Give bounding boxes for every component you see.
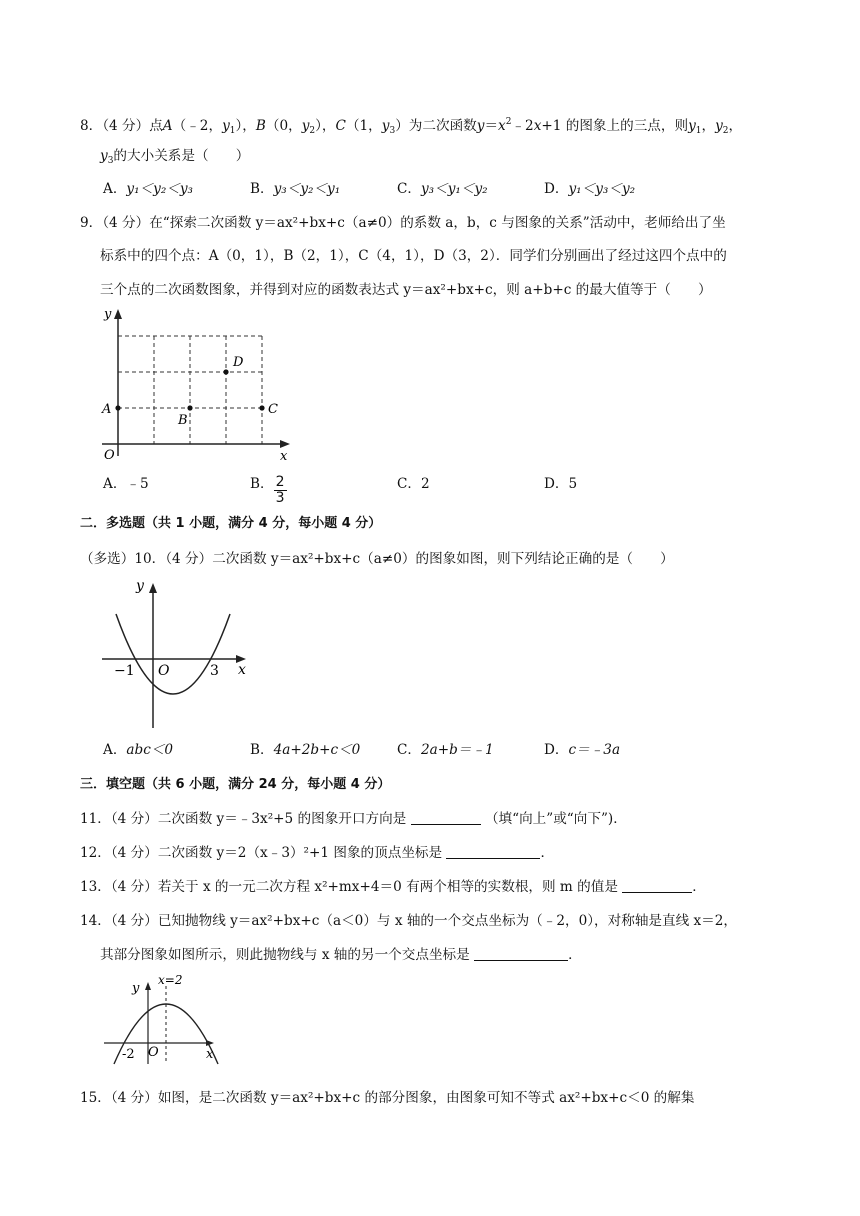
option-label: D．: [544, 181, 569, 197]
x-axis-label: x: [238, 662, 246, 678]
q8-text: ＝: [484, 118, 499, 134]
option-label: C．: [397, 476, 421, 492]
option-label: C．: [397, 742, 421, 758]
q13-text: ．: [692, 879, 706, 895]
q8-text: y: [715, 118, 723, 134]
q11-text: 11．（4 分）二次函数 y＝﹣3x²+5 的图象开口方向是: [80, 811, 407, 827]
q8-line1: [80, 112, 742, 141]
q11-answer-blank[interactable]: [411, 810, 481, 825]
option-text: 5: [568, 476, 578, 492]
option-text: abc＜0: [126, 742, 174, 758]
q9-grid-graph: [96, 304, 306, 464]
q8-text: 2: [309, 126, 316, 136]
y-axis-label: y: [136, 578, 144, 594]
q8-text: y: [301, 118, 310, 134]
q8-text: （﹣2，: [172, 118, 223, 134]
origin-label: O: [104, 448, 115, 463]
option-label: B．: [250, 181, 274, 197]
q15-line1: 15．（4 分）如图，是二次函数 y＝ax²+bx+c 的部分图象，由图象可知不等式 ax²+bx+c＜0 的解集: [80, 1090, 695, 1106]
point-d: [223, 369, 228, 374]
grid-lines: [118, 336, 262, 444]
q8-line2: [100, 146, 249, 171]
q10-line1: （多选）10．（4 分）二次函数 y＝ax²+bx+c（a≠0）的图象如图，则下列结论正确的是（ ）: [80, 551, 674, 567]
q8-text: ）为二次函数: [395, 118, 477, 134]
q9-option-b[interactable]: [250, 474, 287, 506]
q11-line: [80, 809, 627, 829]
q8-text: x: [498, 118, 506, 134]
q8-text: 3: [389, 126, 396, 136]
q11-text: （填“向上”或“向下”)．: [484, 811, 627, 827]
q8-text: y: [476, 118, 485, 134]
q8-text: 1: [229, 126, 236, 136]
parabola-curve: [116, 614, 230, 694]
q9-option-a[interactable]: [103, 474, 149, 494]
q12-line: [80, 843, 554, 863]
origin-label: O: [148, 1045, 159, 1060]
q8-text: y: [100, 148, 108, 164]
q9-line3: 三个点的二次函数图象，并得到对应的函数表达式 y＝ax²+bx+c，则 a+b+c 的最大值等于（ ）: [100, 282, 712, 298]
option-fraction: [274, 475, 287, 506]
y-axis-arrow-icon: [145, 982, 151, 990]
option-label: D．: [544, 742, 569, 758]
y-axis-arrow-icon: [114, 309, 122, 319]
q13-text: 13．（4 分）若关于 x 的一元二次方程 x²+mx+4＝0 有两个相等的实数根，则 m 的值是: [80, 879, 618, 895]
q9-option-d[interactable]: [544, 474, 577, 494]
q12-text: ．: [540, 845, 555, 861]
option-text: y₃＜y₁＜y₂: [421, 181, 488, 197]
point-a-label: A: [102, 402, 112, 417]
q8-option-b[interactable]: [250, 179, 340, 199]
option-label: A．: [103, 181, 127, 197]
q13-answer-blank[interactable]: [622, 878, 692, 893]
x-axis-label: x: [280, 449, 288, 464]
q14-text: 其部分图象如图所示，则此抛物线与 x 轴的另一个交点坐标是: [100, 947, 470, 963]
q14-answer-blank[interactable]: [474, 946, 568, 961]
q14-line2: [100, 945, 582, 965]
section-title-multi-choice: 二．多选题（共 1 小题，满分 4 分，每小题 4 分）: [80, 516, 382, 531]
q8-text: 2: [505, 117, 512, 127]
q8-text: B: [255, 118, 266, 134]
option-text: y₁＜y₂＜y₃: [126, 181, 193, 197]
y-axis-label: y: [132, 981, 140, 996]
q10-option-a[interactable]: [103, 740, 173, 760]
option-label: C．: [397, 181, 421, 197]
q10-option-d[interactable]: [544, 740, 620, 760]
q10-option-b[interactable]: [250, 740, 360, 760]
q8-text: 1: [695, 126, 702, 136]
q8-text: （1，: [345, 118, 382, 134]
q8-text: y: [381, 118, 390, 134]
q14-parabola-graph: [100, 972, 230, 1068]
q12-answer-blank[interactable]: [446, 844, 540, 859]
point-a: [115, 405, 120, 410]
origin-label: O: [158, 663, 170, 679]
q8-text: A: [162, 118, 173, 134]
point-b-label: B: [178, 413, 188, 428]
q8-text: ﹣2: [511, 118, 534, 134]
q8-text: C: [335, 118, 346, 134]
q8-text: 的大小关系是（ ）: [113, 148, 250, 164]
option-text: 2: [421, 476, 430, 492]
y-axis-label: y: [104, 307, 112, 322]
point-d-label: D: [233, 355, 244, 370]
option-label: B．: [250, 476, 274, 492]
q8-text: （0，: [265, 118, 302, 134]
q8-text: y: [222, 118, 230, 134]
q8-option-d[interactable]: [544, 179, 635, 199]
q8-text: ），: [235, 118, 256, 134]
q10-option-c[interactable]: [397, 740, 494, 760]
fraction-numerator: 2: [275, 474, 285, 490]
option-text: 4a+2b+c＜0: [273, 742, 361, 758]
q8-text: x: [533, 118, 542, 134]
fraction-denominator: 3: [275, 490, 285, 506]
root-left-label: −1: [114, 663, 135, 679]
q9-option-c[interactable]: [397, 474, 430, 494]
q13-line: [80, 877, 706, 897]
q14-text: ．: [568, 947, 582, 963]
q8-text: 3: [107, 156, 114, 166]
option-label: D．: [544, 476, 569, 492]
y-axis-arrow-icon: [149, 583, 157, 593]
q8-text: ，: [701, 118, 716, 134]
q8-text: y: [688, 118, 696, 134]
q9-line2: 标系中的四个点：A（0，1），B（2，1），C（4，1），D（3，2）．同学们分别画出了经过这四个点中的: [100, 248, 727, 264]
option-text: y₃＜y₂＜y₁: [273, 181, 341, 197]
root-right-label: 3: [210, 663, 219, 679]
option-label: B．: [250, 742, 274, 758]
x-axis-label: x: [206, 1047, 214, 1062]
option-label: A．: [103, 742, 127, 758]
point-b: [187, 405, 192, 410]
option-text: c＝﹣3a: [568, 742, 621, 758]
q8-text: ），: [315, 118, 336, 134]
root-label: -2: [122, 1047, 135, 1062]
option-label: A．: [103, 476, 127, 492]
q10-parabola-graph: [98, 574, 258, 734]
q8-option-a[interactable]: [103, 179, 193, 199]
q14-line1: 14．（4 分）已知抛物线 y＝ax²+bx+c（a＜0）与 x 轴的一个交点坐标为（﹣2，0），对称轴是直线 x＝2，: [80, 913, 738, 929]
q8-text: 8．（4 分）点: [80, 118, 163, 134]
q8-text: 2: [722, 126, 729, 136]
q8-text: ，: [728, 118, 743, 134]
option-text: 2a+b＝﹣1: [421, 742, 494, 758]
q8-text: +1 的图象上的三点，则: [541, 118, 689, 134]
x-axis-arrow-icon: [280, 440, 290, 448]
q9-line1: 9．（4 分）在“探索二次函数 y＝ax²+bx+c（a≠0）的系数 a，b，c 与图象的关系”活动中，老师给出了坐: [80, 215, 726, 231]
q12-text: 12．（4 分）二次函数 y＝2（x﹣3）²+1 图象的顶点坐标是: [80, 845, 443, 861]
option-text: ﹣5: [126, 476, 149, 492]
q8-option-c[interactable]: [397, 179, 488, 199]
option-text: y₁＜y₃＜y₂: [568, 181, 636, 197]
point-c-label: C: [268, 402, 278, 417]
point-c: [259, 405, 264, 410]
section-title-fill-blank: 三．填空题（共 6 小题，满分 24 分，每小题 4 分）: [80, 777, 391, 792]
symmetry-axis-label: x=2: [158, 973, 183, 987]
